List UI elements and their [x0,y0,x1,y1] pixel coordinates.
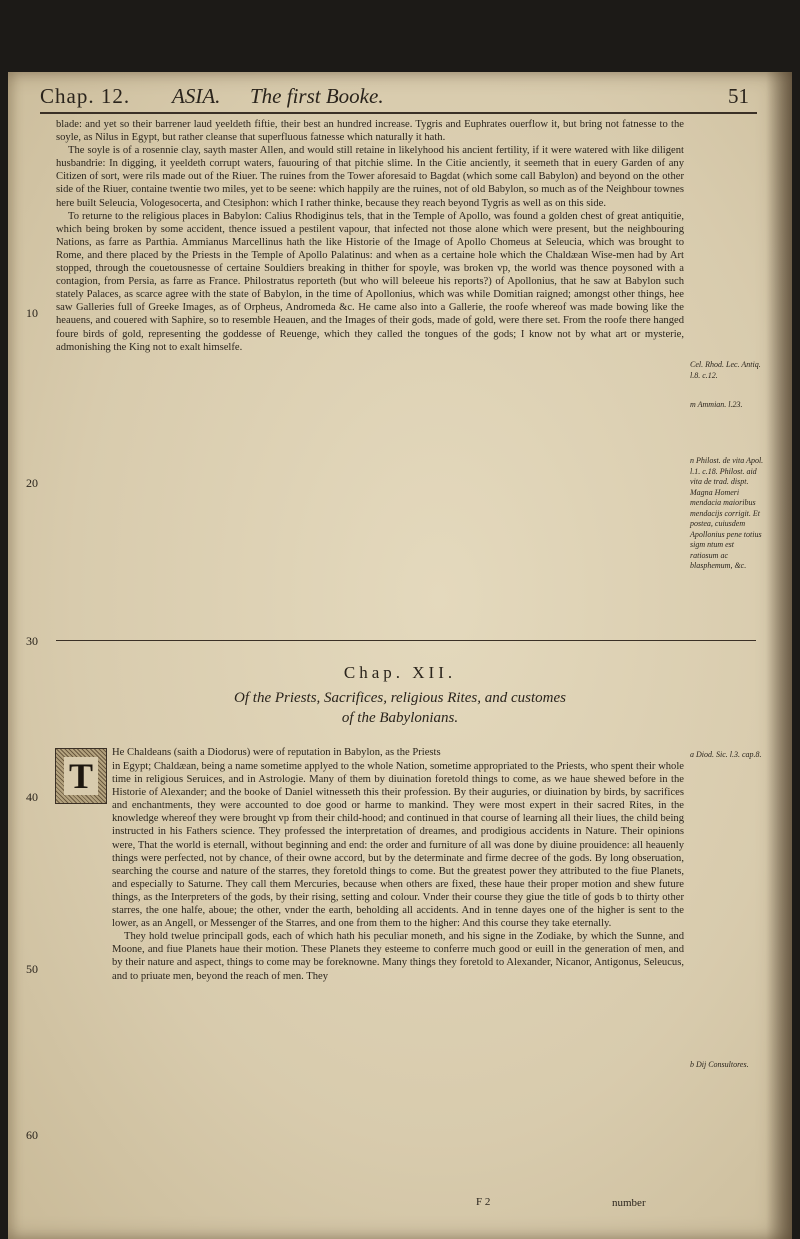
line-number: 40 [26,790,38,804]
signature-mark: F 2 [476,1196,491,1208]
chapter-subtitle: of the Babylonians. [341,710,459,726]
drop-capital-letter: T [64,757,98,795]
line-number: 30 [26,634,38,648]
section-rule [56,640,756,641]
line-number: 20 [26,476,38,490]
paragraph: blade: and yet so their barrener laud yeeldeth fiftie, their best an hundred increase. Tygris and Euphrates ouerflow it, but bring not fatnesse to the soyle, as Nilus in Egypt, but rather cleanse that superfluous fatnesse which naturally it hath. [56,119,684,144]
line-number: 50 [26,962,38,976]
chapter-title: Chap. XII. [343,663,457,682]
section-1-text [56,118,684,354]
chapter-label: Chap. 12. [40,84,131,108]
section-2-first-line [112,746,684,759]
header-rule [40,112,757,114]
margin-note: m Ammian. l.23. [690,400,743,409]
margin-note: Cel. Rhod. Lec. Antiq. l.8. c.12. [690,360,761,380]
drop-capital [55,748,107,804]
section-2-text [112,760,684,983]
paragraph: in Egypt; Chaldæan, being a name sometime applyed to the whole Nation, sometime appropriated to the Priests, who spent their whole time in religious Seruices, and in Astrologie. Many of them by diuination foretold things to come, as we haue shewed before in the Historie of Alexander; and the booke of Daniel witnesseth this their profession. By their auguries, or diuination by birds, by sacrifices and enchantments, they were accounted to doe good or harme to mankind. They were most expert in their sacred Rites, in the knowledge whereof they were brought vp from their child-hood; and continued in that course of learning all their liues, the child being instructed in his Fathers science. They professed the interpretation of dreames, and prodigious accidents in Nature. Their opinions were, That the world is eternall, without beginning and end: the order and furniture of all was done by diuine prouidence: all heauenly things were perfected, not by chance, of their owne accord, but by the determinate and firme decree of the gods. By long obseruation, searching the course and nature of the starres, they foretold things to come. But the greatest power they attributed to the fiue Planets, and especially to Saturne. They call them Mercuries, because when others are fixed, these haue their proper motion and shew future things, as the Interpreters of the gods, by their rising, setting and colour. Vnder their course they giue the title of gods b to thirty other starres, the one halfe, aboue; the other, vnder the earth, beholding all accidents. And in tenne dayes one of the higher is sent to the lower, as an Angell, or Messenger of the Starres, and one from them to the higher: And this course they take eternally. [112,761,684,930]
paragraph: They hold twelue principall gods, each of which hath his peculiar moneth, and his signe in the Zodiake, by which the Sunne, and Moone, and fiue Planets haue their motion. These Planets they esteeme to conferre much good or euill in the generation of men, and by their nature and aspect, things to come may be foreknowne. Many things they foretold to Alexander, Nicanor, Antigonus, Seleucus, and to priuate men, beyond the reach of men. They [112,931,684,982]
paragraph: He Chaldeans (saith a Diodorus) were of reputation in Babylon, as the Priests [112,747,441,758]
catchword: number [612,1197,646,1209]
margin-note: b Dij Consultores. [690,1060,749,1069]
running-header [40,84,760,114]
margin-note: a Diod. Sic. l.3. cap.8. [690,750,762,759]
page-edge-shadow [766,72,792,1239]
line-number: 10 [26,306,38,320]
margin-note: n Philost. de vita Apol. l.1. c.18. Philost. aid vita de trad. dispt. Magna Homeri mendacia maioribus mendacijs corrigit. Et postea, cuiusdem Apollonius pene totius sigm ntum est ratiosum ac blasphemum, &c. [690,456,764,570]
page-number: 51 [728,84,749,108]
paragraph: To returne to the religious places in Babylon: Calius Rhodiginus tels, that in the Temple of Apollo, was found a golden chest of great antiquitie, which being broken by some accident, thence issued a pestilent vapour, that infected not those alone which were present, but the neighbouring Nations, as farre as Parthia. Ammianus Marcellinus hath the like Historie of the Image of Apollo Chomeus at Seleucia, which was brought to Rome, and there placed by the Priests in the Temple of Apollo Palatinus: and when as a certaine hole which the Chaldæan Wise-men had by Art stopped, through the couetousnesse of certaine Souldiers breaking in thither for spoyle, was broken vp, the world was thence poysoned with a contagion, from Persia, as farre as France. Philostratus reporteth (but who will beleeue his reports?) of Apollonius, that he saw at Babylon such stately Palaces, as scarce agree with the state of Babylon, in the time of Apollonius, which was while Domitian raigned; amongst other things, hee saw Galleries full of Greeke Images, as of Orpheus, Andromeda &c. He came also into a Gallerie, the roofe whereof was made bowing like the heauens, and couered with Saphire, so to resemble Heauen, and the Images of their gods, made of gold, were there set. From the roofe there hanged foure birds of gold, representing the goddesse of Reuenge, which they called the tongues of the gods; I know not by what art or mysterie, admonishing the King not to exalt himselfe. [56,210,684,353]
line-number: 60 [26,1128,38,1142]
book-label: The first Booke. [250,84,384,108]
region-label: ASIA. [172,84,221,108]
paragraph: The soyle is of a rosennie clay, sayth master Allen, and would still retaine in likelyhood his ancient fertility, if it were watered with like diligent husbandrie: In digging, it yeeldeth corrupt waters, fauouring of that pitchie slime. In the Citie anciently, it seemeth that in euery Garden of any Citizen of sort, were rils made out of the Riuer. The ruines from the Tower aforesaid to Bagdat (which some call Babylon) and beyond on the other side of the Riuer, containe twentie two miles, yet to be seene: which happily are the ruines, not of old Babylon, so much as of the Neighbour townes here built Seleucia, Vologesocerta, and Ctesiphon: which I rather thinke, because they reach beyond Tygris as well as on this side. [56,145,684,209]
chapter-subtitle: Of the Priests, Sacrifices, religious Rites, and customes [234,690,566,706]
